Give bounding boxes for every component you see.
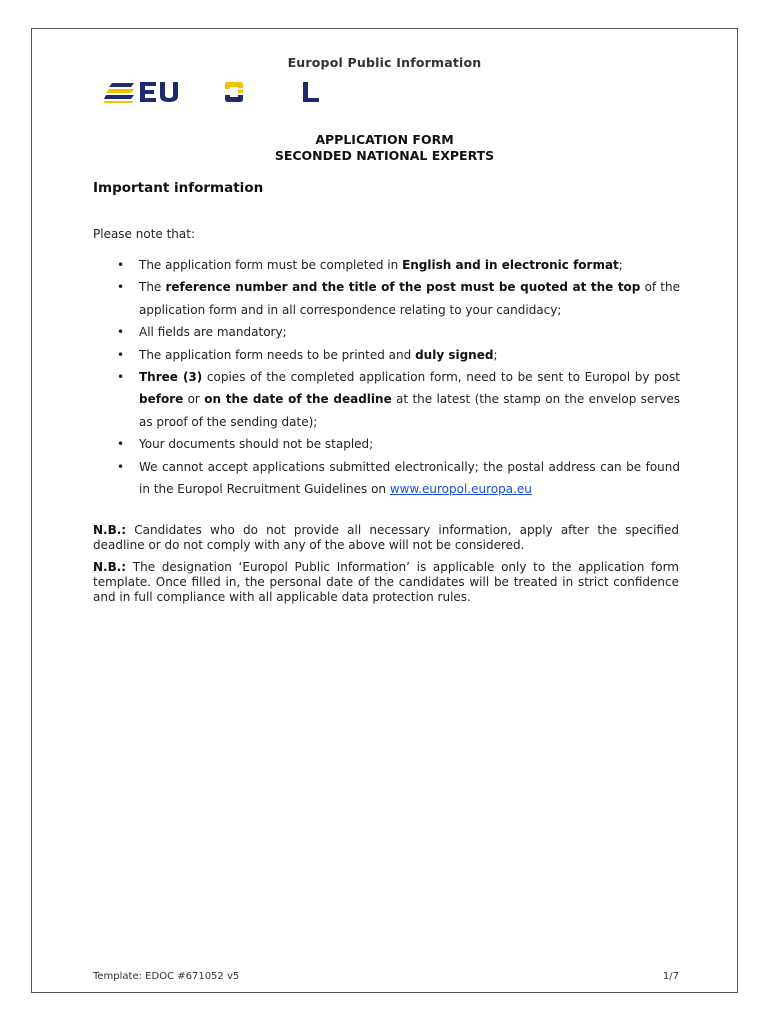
list-item-text: ; (618, 258, 623, 272)
instructions-list (93, 254, 680, 500)
list-item-bold: English and in electronic format (402, 258, 619, 272)
europol-logo (104, 79, 354, 105)
list-item-text: All fields are mandatory; (139, 325, 287, 340)
list-item-bold: on the date of the deadline (204, 392, 392, 407)
list-item (93, 366, 680, 433)
europol-website-link[interactable]: www.europol.europa.eu (389, 482, 532, 497)
list-item (93, 344, 680, 366)
classification-label: Europol Public Information (287, 55, 482, 70)
note-label: N.B.: (93, 523, 127, 537)
list-item-bold: reference number and the title of the post must be quoted at the top (165, 280, 641, 295)
note-text: Candidates who do not provide all necessary information, apply after the specified deadline or do not comply with any of the above will not be considered. (93, 523, 679, 552)
list-item (93, 321, 680, 343)
list-item-text: The (139, 280, 166, 295)
form-title-line-1: APPLICATION FORM (315, 132, 454, 147)
intro-text: Please note that: (93, 227, 196, 241)
list-item-text: The application form needs to be printed and (139, 347, 416, 362)
form-title-line-2: SECONDED NATIONAL EXPERTS (274, 148, 495, 163)
document-page (31, 28, 738, 993)
note-text: The designation ‘Europol Public Information’ is applicable only to the application form template. Once filled in, the personal date of the candidates will be treated in strict confidence and in full compliance with all applicable data protection rules. (93, 560, 679, 604)
note-1 (93, 523, 679, 553)
section-heading: Important information (93, 180, 264, 196)
note-2 (93, 560, 679, 605)
form-title (32, 132, 737, 164)
note-label: N.B.: (93, 560, 127, 574)
list-item-text: copies of the completed application form, need to be sent to Europol by post (202, 370, 681, 385)
list-item-text: ; (493, 347, 498, 362)
list-item-text: of the application form and in all correspondence relating to your candidacy; (139, 280, 680, 317)
list-item-text: at the latest (the stamp on the envelop serves as proof of the sending date); (139, 392, 680, 429)
footer-page-number: 1/7 (662, 971, 679, 982)
footer-template-id: Template: EDOC #671052 v5 (93, 971, 240, 982)
list-item (93, 276, 680, 321)
list-item-bold: Three (3) (139, 370, 203, 385)
list-item-text: The application form must be completed in (139, 258, 403, 272)
list-item-text: We cannot accept applications submitted electronically; the postal address can be found in the Europol Recruitment Guidelines on (139, 459, 680, 497)
logo-emblem (104, 83, 134, 103)
list-item-bold: duly signed (415, 347, 494, 362)
list-item (93, 433, 680, 455)
list-item (93, 254, 680, 276)
list-item-text: Your documents should not be stapled; (139, 437, 374, 452)
list-item-bold: before (139, 392, 184, 407)
logo-globe (225, 82, 243, 102)
list-item-text: or (183, 392, 205, 407)
list-item (93, 456, 680, 501)
